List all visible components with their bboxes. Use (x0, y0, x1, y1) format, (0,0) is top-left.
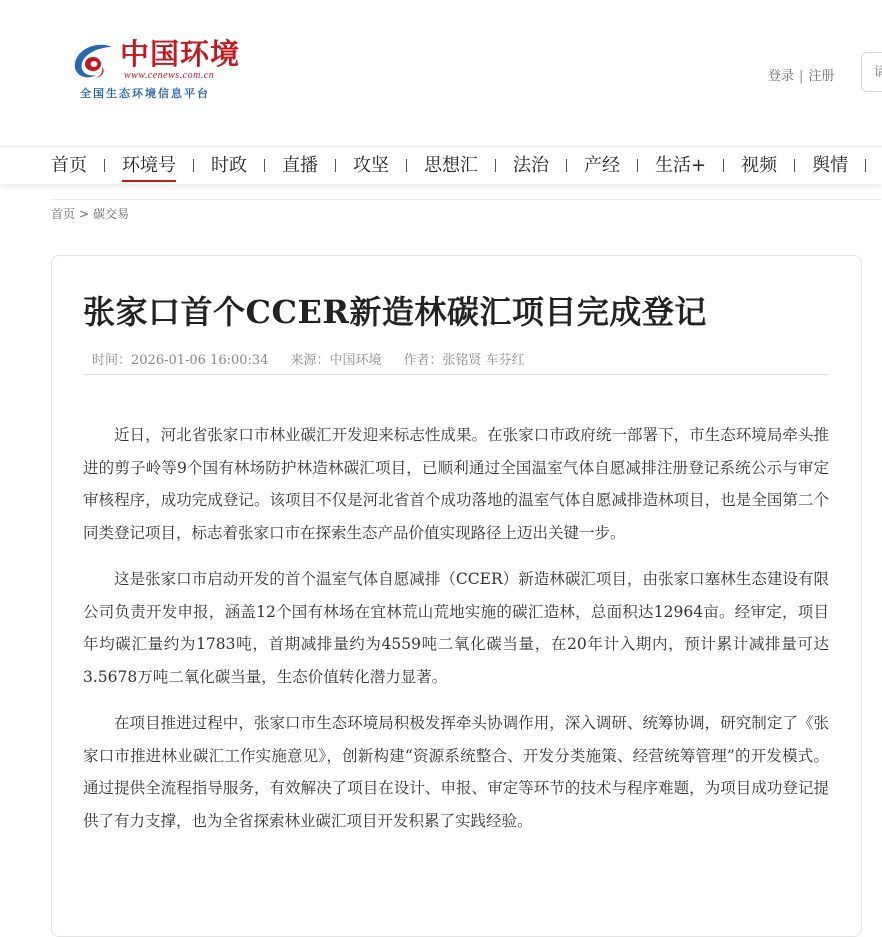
logo-wordmark: 中国环境 (120, 37, 241, 71)
nav-divider (264, 159, 265, 172)
article-time: 时间：2026-01-06 16:00:34 (92, 353, 269, 368)
article-title: 张家口首个CCER新造林碳汇项目完成登记 (83, 293, 707, 331)
nav-item-law[interactable]: 法治 (513, 154, 549, 176)
nav-item-campaign[interactable]: 攻坚 (353, 154, 389, 176)
nav-item-video[interactable]: 视频 (741, 154, 778, 176)
breadcrumb-current-link[interactable]: 碳交易 (93, 207, 130, 221)
nav-divider (566, 159, 567, 172)
nav-divider (335, 159, 336, 172)
nav-item-ideas[interactable]: 思想汇 (424, 154, 478, 176)
nav-item-life[interactable]: 生活+ (655, 154, 707, 176)
nav-item-public-opinion[interactable]: 舆情 (812, 154, 849, 176)
article-card (51, 255, 862, 937)
article-author: 作者：张铭贤 车芬红 (403, 353, 525, 368)
site-header (0, 0, 882, 146)
breadcrumb (51, 205, 129, 222)
nav-divider (495, 159, 496, 172)
site-logo[interactable] (72, 37, 262, 107)
nav-divider (794, 159, 795, 172)
logo-emblem-icon (72, 41, 116, 81)
nav-item-economy[interactable]: 产经 (584, 154, 620, 176)
article-paragraph: 在项目推进过程中，张家口市生态环境局积极发挥牵头协调作用，深入调研、统筹协调，研究制定了《张家口市推进林业碳汇工作实施意见》，创新构建“资源系统整合、开发分类施策、经营统筹管理”的开发模式。通过提供全流程指导服务，有效解决了项目在设计、申报、审定等环节的技术与程序难题，为项目成功登记提供了有力支撑，也为全省探索林业碳汇项目开发积累了实践经验。 (83, 714, 829, 830)
breadcrumb-home-link[interactable]: 首页 (51, 207, 76, 221)
nav-list (51, 147, 882, 184)
article-paragraph: 这是张家口市启动开发的首个温室气体自愿减排（CCER）新造林碳汇项目，由张家口塞林生态建设有限公司负责开发申报，涵盖12个国有林场在宜林荒山荒地实施的碳汇造林，总面积达12964亩。经审定，项目年均碳汇量约为1783吨，首期减排量约为4559吨二氧化碳当量，在20年计入期内，预计累计减排量可达3.5678万吨二氧化碳当量，生态价值转化潜力显著。 (83, 570, 829, 686)
search-input[interactable] (862, 53, 882, 91)
main-nav (0, 146, 882, 184)
nav-divider (104, 159, 105, 172)
login-link[interactable]: 登录 (768, 69, 795, 84)
article-paragraph: 近日，河北省张家口市林业碳汇开发迎来标志性成果。在张家口市政府统一部署下，市生态环境局牵头推进的剪子岭等9个国有林场防护林造林碳汇项目，已顺利通过全国温室气体自愿减排注册登记系统公示与审定审核程序，成功完成登记。该项目不仅是河北省首个成功落地的温室气体自愿减排造林项目，也是全国第二个同类登记项目，标志着张家口市在探索生态产品价值实现路径上迈出关键一步。 (83, 426, 829, 542)
article-meta (92, 349, 525, 368)
meta-divider (83, 374, 829, 375)
nav-divider (193, 159, 194, 172)
article-source: 来源：中国环境 (290, 353, 382, 368)
nav-divider (637, 159, 638, 172)
register-link[interactable]: 注册 (808, 69, 835, 84)
search-box[interactable] (861, 52, 882, 92)
nav-divider (865, 159, 866, 172)
logo-tagline: 全国生态环境信息平台 (80, 87, 210, 100)
breadcrumb-divider (51, 199, 881, 200)
nav-item-live[interactable]: 直播 (282, 154, 318, 176)
auth-links (768, 65, 834, 84)
logo-url: www.cenews.com.cn (124, 70, 215, 81)
nav-item-environment-account[interactable]: 环境号 (122, 148, 176, 184)
breadcrumb-separator: > (79, 207, 90, 221)
auth-separator: | (799, 69, 804, 84)
nav-item-home[interactable]: 首页 (51, 154, 87, 176)
nav-item-politics[interactable]: 时政 (211, 154, 247, 176)
nav-divider (723, 159, 724, 172)
nav-divider (406, 159, 407, 172)
article-body (83, 419, 829, 851)
